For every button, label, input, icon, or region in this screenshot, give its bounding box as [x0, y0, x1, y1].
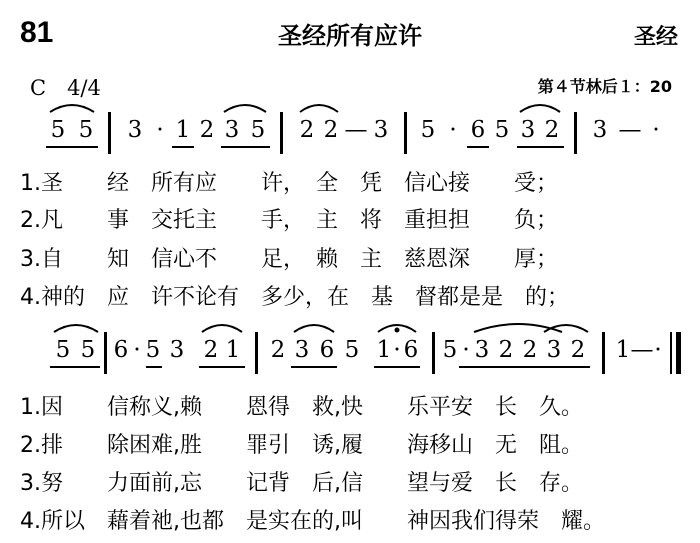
note: —	[618, 117, 642, 143]
key-signature: C 4/4	[30, 76, 101, 100]
note: ·	[652, 117, 660, 143]
note: ·	[462, 337, 470, 363]
note: —	[630, 337, 654, 363]
lyric-line: 3.自 知 信心不 足， 赖 主 慈恩深 厚；	[20, 247, 558, 272]
note: 3	[294, 337, 310, 363]
note: 3	[373, 117, 389, 143]
note: 2	[544, 117, 560, 143]
note: 2	[522, 337, 538, 363]
note: 3	[592, 117, 608, 143]
note: 2	[203, 337, 219, 363]
note: 1	[225, 337, 241, 363]
note: —	[344, 117, 368, 143]
note: 5	[344, 337, 360, 363]
lyric-line: 3.努 力面前,忘 记背 后,信 望与爱 长 存。	[20, 471, 583, 496]
note: 3	[546, 337, 562, 363]
slur	[202, 325, 242, 332]
hymn-category: 圣经	[633, 25, 678, 50]
note: 5	[442, 337, 458, 363]
note: 2	[299, 117, 315, 143]
note: 6	[470, 117, 486, 143]
note: 2	[323, 117, 339, 143]
note: 1	[175, 117, 191, 143]
note: 5	[145, 337, 161, 363]
note: ·	[449, 117, 457, 143]
lyric-line: 4.所以 藉着祂,也都 是实在的,叫 神因我们得荣 耀。	[20, 509, 605, 534]
note: 5	[80, 337, 96, 363]
note: 1	[615, 337, 631, 363]
slur	[544, 325, 588, 332]
lyric-line: 4.神的 应 许不论有 多少，在 基 督都是是 的；	[20, 285, 569, 310]
note: 3	[169, 337, 185, 363]
lyric-line: 1.因 信称义,赖 恩得 救,快 乐平安 长 久。	[20, 395, 583, 420]
note: 2	[498, 337, 514, 363]
note: 3	[474, 337, 490, 363]
note: 5	[55, 337, 71, 363]
note: ·	[654, 337, 662, 363]
note: 5	[420, 117, 436, 143]
note: 3	[224, 117, 240, 143]
note: 5	[78, 117, 94, 143]
note: 3	[520, 117, 536, 143]
note: 5	[50, 117, 66, 143]
fermata-dot	[395, 328, 400, 333]
note: 5	[250, 117, 266, 143]
note: 5	[494, 117, 510, 143]
slur	[474, 324, 562, 332]
scripture-reference: 第４节林后１：20	[537, 77, 672, 96]
note: ·	[133, 337, 141, 363]
lyric-line: 2.凡 事 交托主 手， 主 将 重担担 负；	[20, 208, 558, 233]
hymn-title: 圣经所有应许	[278, 22, 422, 50]
note: 3	[127, 117, 143, 143]
note: ·	[156, 117, 164, 143]
note: 2	[570, 337, 586, 363]
note: 2	[199, 117, 215, 143]
note: 6	[403, 337, 419, 363]
slur	[294, 325, 334, 332]
slur	[54, 325, 98, 332]
note: ·	[393, 337, 401, 363]
lyric-line: 2.排 除困难,胜 罪引 诱,履 海移山 无 阻。	[20, 433, 583, 458]
note: 6	[319, 337, 335, 363]
note: 6	[113, 337, 129, 363]
hymn-number: 81	[20, 16, 54, 49]
note: 2	[270, 337, 286, 363]
note: 1	[376, 337, 392, 363]
lyric-line: 1.圣 经 所有应 许， 全 凭 信心接 受；	[20, 171, 558, 196]
